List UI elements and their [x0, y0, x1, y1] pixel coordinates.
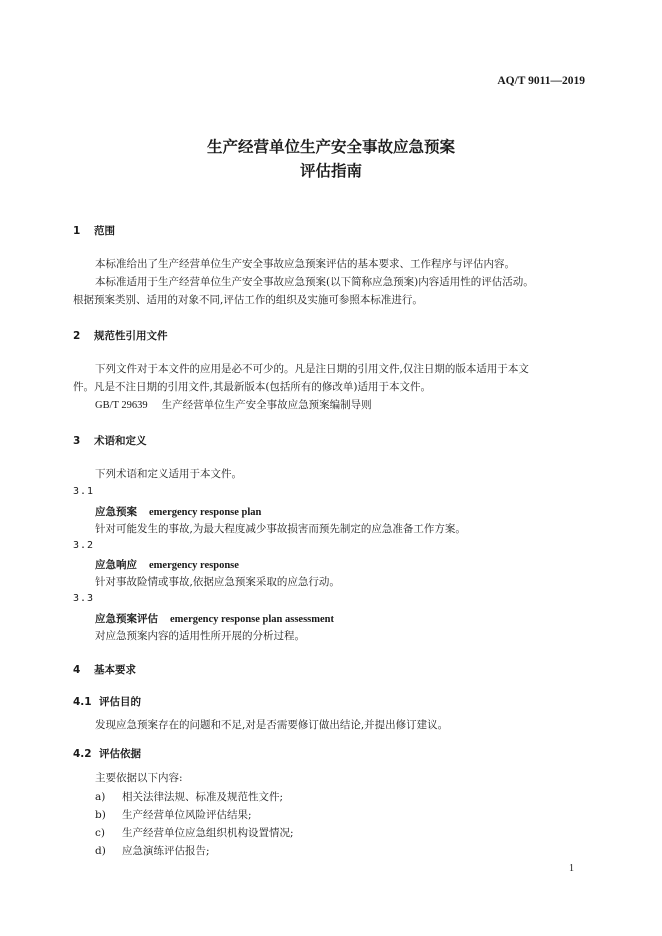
page-number: 1 — [569, 863, 574, 874]
subsection-title: 评估依据 — [99, 748, 141, 760]
section-3-heading — [73, 433, 147, 448]
section-title: 规范性引用文件 — [94, 330, 168, 342]
paragraph: 下列文件对于本文件的应用是必不可少的。凡是注日期的引用文件,仅注日期的版本适用于本文 — [95, 363, 529, 375]
list-text: 生产经营单位应急组织机构设置情况; — [122, 827, 294, 839]
subsection-title: 评估目的 — [99, 696, 141, 708]
term-chinese: 应急预案 — [95, 506, 137, 518]
term-definition: 针对可能发生的事故,为最大程度减少事故损害而预先制定的应急准备工作方案。 — [95, 523, 466, 535]
term-entry — [95, 504, 261, 519]
term-definition: 对应急预案内容的适用性所开展的分析过程。 — [95, 630, 305, 642]
reference-code: GB/T 29639 — [95, 400, 148, 411]
section-number: 2 — [73, 330, 81, 342]
list-marker: a) — [95, 791, 106, 803]
document-title-line2: 评估指南 — [299, 162, 362, 180]
document-title-line1: 生产经营单位生产安全事故应急预案 — [206, 138, 455, 156]
term-english: emergency response plan assessment — [170, 614, 335, 625]
reference-title: 生产经营单位生产安全事故应急预案编制导则 — [161, 399, 372, 411]
list-marker: c) — [95, 827, 105, 839]
list-item — [95, 825, 294, 840]
list-item — [95, 789, 283, 804]
subsection-4-2-heading — [73, 746, 141, 761]
term-number: 3.2 — [73, 540, 95, 551]
subsection-number: 4.2 — [73, 748, 92, 760]
list-text: 相关法律法规、标准及规范性文件; — [122, 791, 284, 803]
term-entry — [95, 557, 239, 572]
section-number: 1 — [73, 225, 81, 237]
list-marker: d) — [95, 845, 106, 857]
term-entry — [95, 611, 334, 626]
term-chinese: 应急预案评估 — [95, 613, 158, 625]
paragraph: 主要依据以下内容: — [95, 772, 183, 784]
term-number: 3.1 — [73, 486, 95, 497]
paragraph: 下列术语和定义适用于本文件。 — [95, 468, 242, 480]
list-text: 应急演练评估报告; — [122, 845, 210, 857]
paragraph: 本标准给出了生产经营单位生产安全事故应急预案评估的基本要求、工作程序与评估内容。 — [95, 258, 515, 270]
term-chinese: 应急响应 — [95, 559, 137, 571]
list-item — [95, 807, 252, 822]
standard-code: AQ/T 9011—2019 — [497, 75, 585, 87]
paragraph: 本标准适用于生产经营单位生产安全事故应急预案(以下简称应急预案)内容适用性的评估活动。 — [95, 276, 534, 288]
list-item — [95, 843, 210, 858]
paragraph-continuation: 根据预案类别、适用的对象不同,评估工作的组织及实施可参照本标准进行。 — [73, 294, 423, 306]
section-title: 基本要求 — [94, 664, 136, 676]
section-1-heading — [73, 223, 115, 238]
term-number: 3.3 — [73, 593, 95, 604]
normative-reference — [95, 397, 372, 414]
section-number: 4 — [73, 664, 81, 676]
subsection-number: 4.1 — [73, 696, 92, 708]
paragraph: 发现应急预案存在的问题和不足,对是否需要修订做出结论,并提出修订建议。 — [95, 719, 449, 731]
section-number: 3 — [73, 435, 81, 447]
subsection-4-1-heading — [73, 694, 141, 709]
section-4-heading — [73, 662, 136, 677]
term-english: emergency response — [149, 560, 239, 571]
paragraph-continuation: 件。凡是不注日期的引用文件,其最新版本(包括所有的修改单)适用于本文件。 — [73, 381, 432, 393]
term-definition: 针对事故险情或事故,依据应急预案采取的应急行动。 — [95, 576, 340, 588]
term-english: emergency response plan — [149, 507, 262, 518]
list-text: 生产经营单位风险评估结果; — [122, 809, 252, 821]
section-title: 术语和定义 — [94, 435, 147, 447]
section-2-heading — [73, 328, 168, 343]
section-title: 范围 — [94, 225, 115, 237]
list-marker: b) — [95, 809, 106, 821]
